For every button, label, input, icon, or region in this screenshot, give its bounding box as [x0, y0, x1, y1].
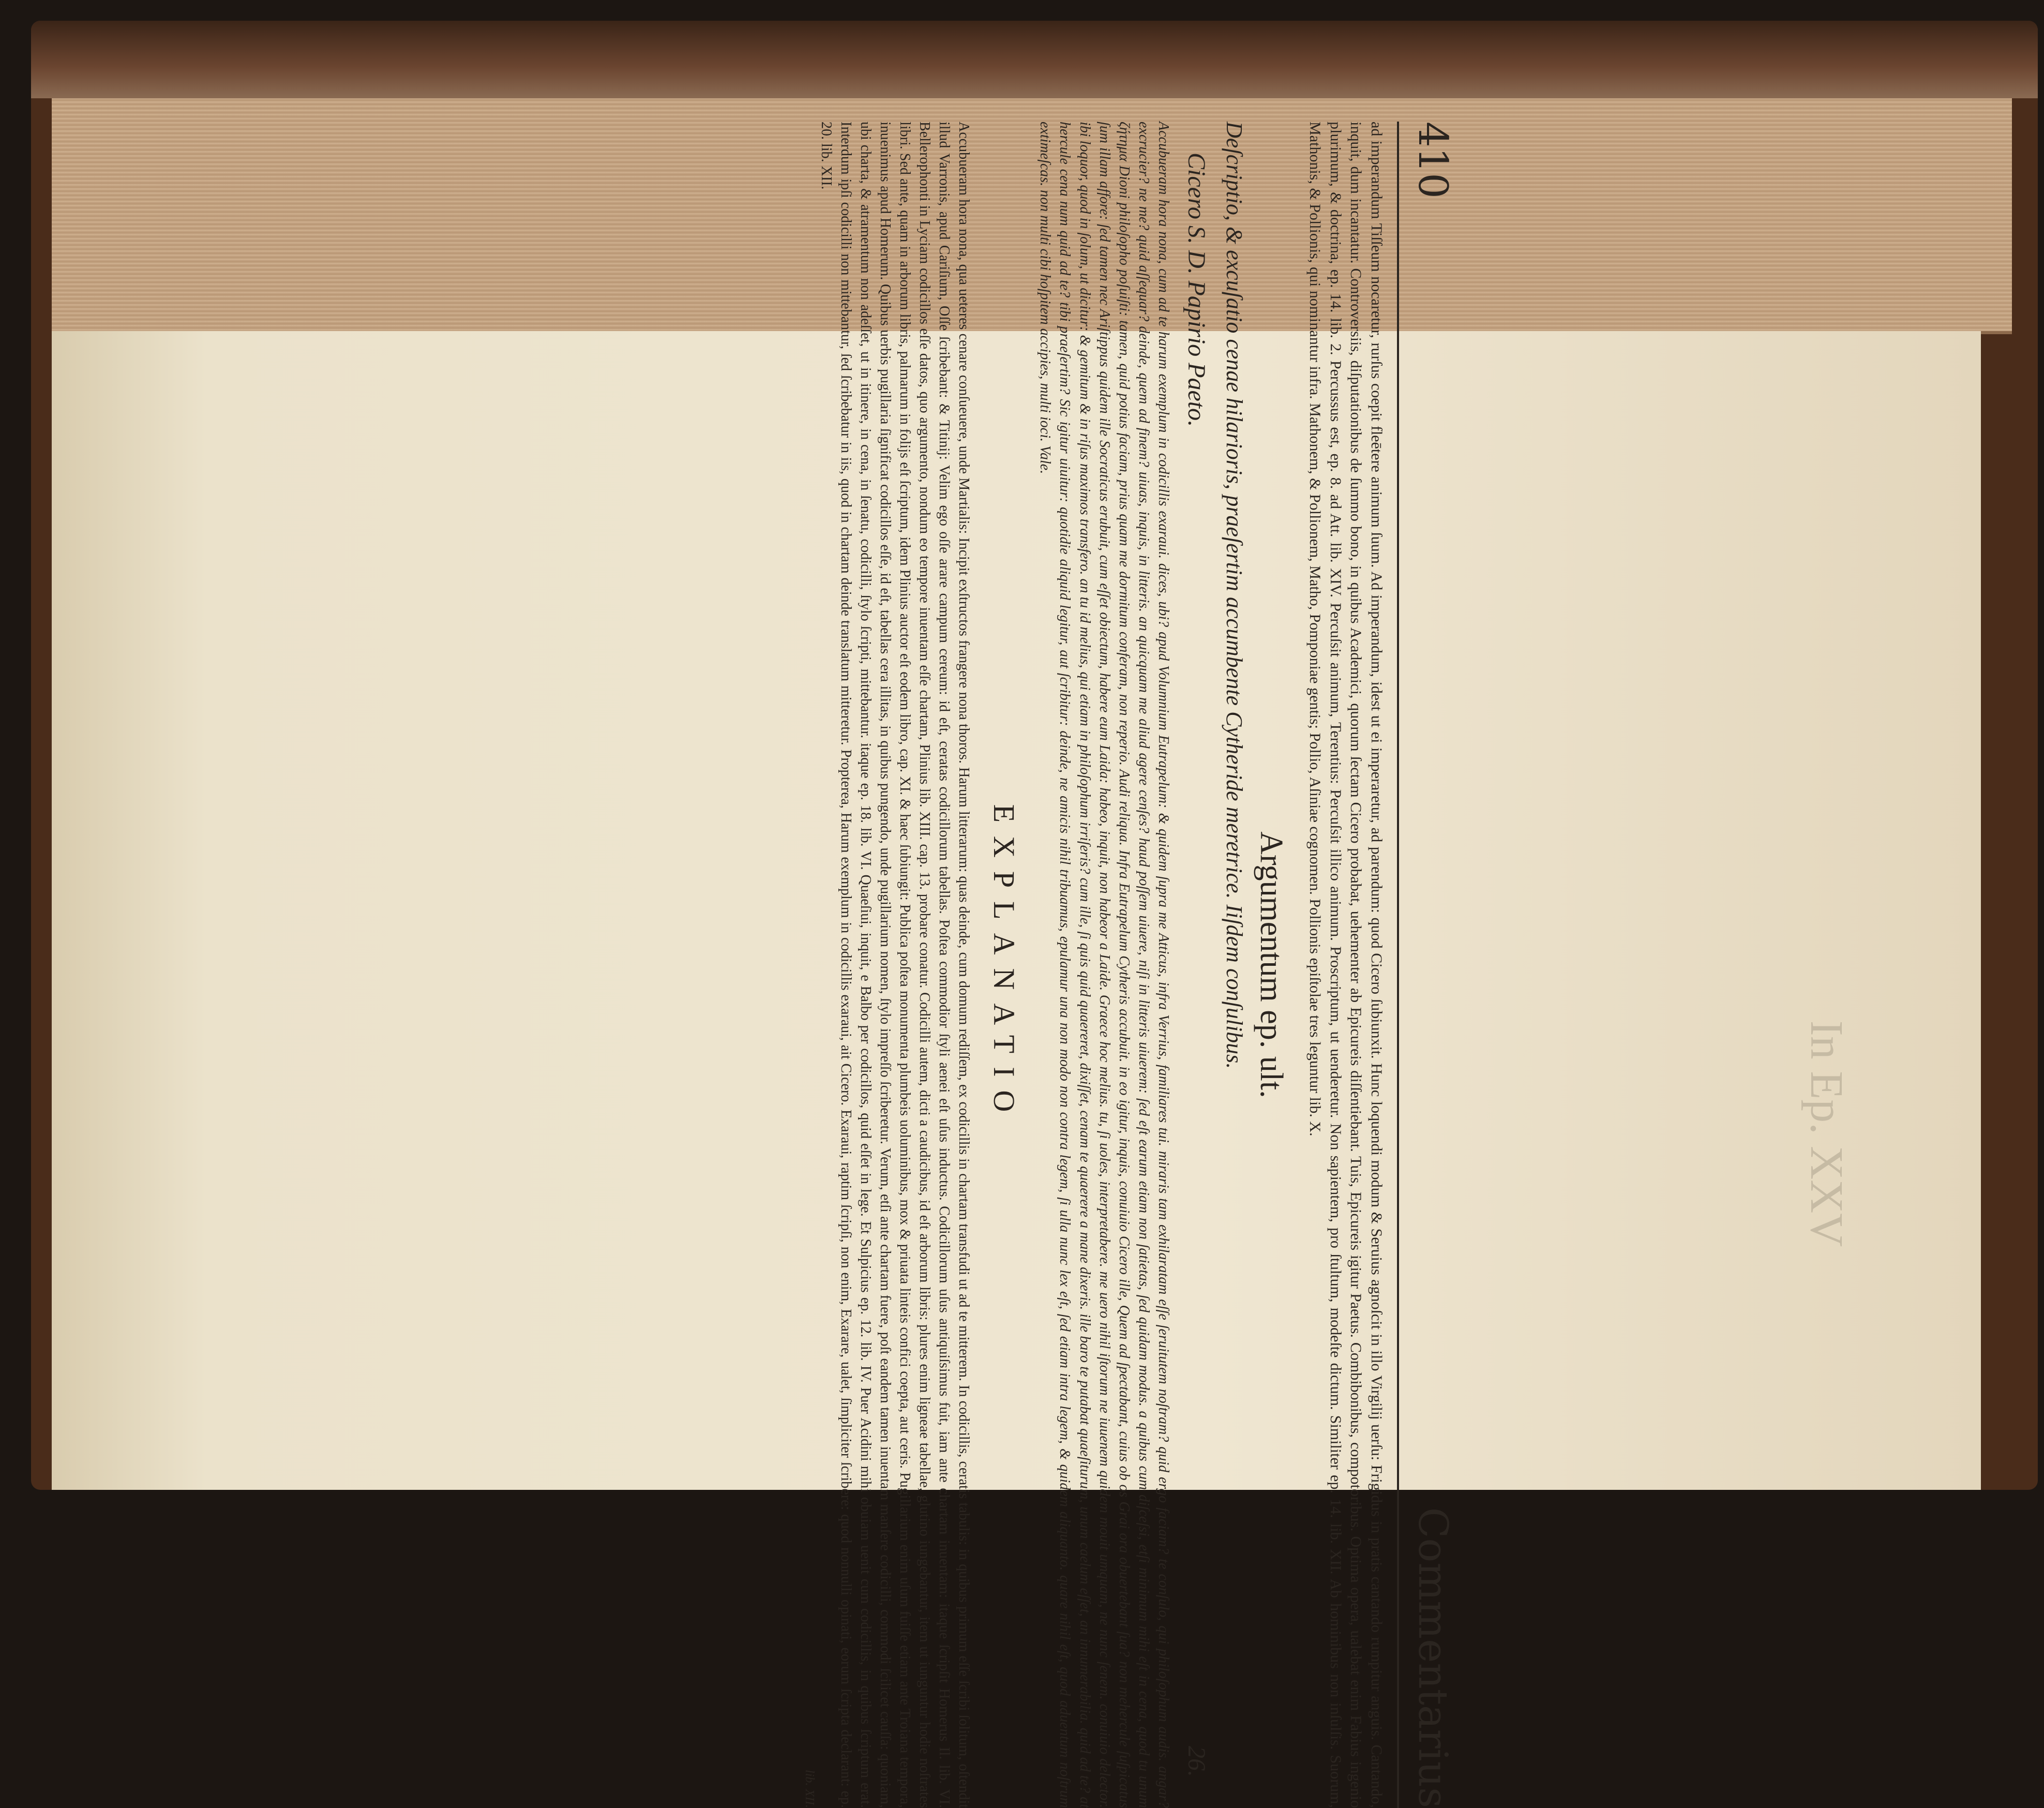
rotated-text-block — [623, 122, 1456, 1808]
page-header — [1409, 122, 1456, 1808]
explanation-heading: EXPLANATIO — [987, 804, 1021, 1126]
argument-title: Argumentum ep. ult. — [1253, 831, 1289, 1098]
commentary-text: ad imperandum Tiſſeum nocaretur, rurſus coepit fleētere animum ſuum. Ad imperandum, idest ut ei imperaretur, ad parendum: quod Cicero ſubiunxit. Hunc loquendi modum & Seruius agnoſcit in illo Virgilij uerſu: Frigidus in pratis cantando rumpitur anguis. Cantando, inquit, dum incantatur. Controversiis, diſputationibus de ſummo bono, in quibus Academici, quorum ſectam Cicero probabat, uehementer ab Epicureis diſſentiebant. Tuis, Epicureis igitur Paetus. Combibonibus, compotoribus. Optima opera, ualebat enim Fabius ingenio plurimum, & doctrina, ep. 14. lib. 2. Percussus est, ep. 8. ad Att. lib. XIV. Percuſsit animum, Terentius: Percuſsit illico animum. Proscriptum, ut uenderetur. Non sapientem, pro ſtultum, modeſte dictum. Similiter ep. 14. lib. XII. Ab hominibus non inſulſis. Suorum, Mathonis, & Pollionis, qui nominantur infra. Mathonem, & Pollionem, Matho, Pomponiae gentis; Pollio, Aſiniae cognomen. Pollionis epiſtolae tres leguntur lib. X. — [1306, 122, 1385, 1808]
header-rule — [1397, 122, 1399, 1808]
book-binding — [31, 21, 2038, 98]
letter-text: Accubueram hora nona, cum ad te harum exemplum in codicillis exaraui. dices, ubi? apud Volumnium Eutrapelum: & quidem ſupra me Atticus, infra Verrius, familiares tui. miraris tam exhilaratam eſſe ſeruitutem noſtram? quid ergo faciam? te conſulo, qui philoſophum audis. angar? excrucier? ne me? quid aſſequar? deinde, quem ad finem? uiuas, inquis, in litteris. an quicquam me aliud agere cenſes? haud poſſem uiuere, niſi in litteris uiuerem: ſed eſt earum etiam non ſatietas, ſed quidam modus. a quibus cum diſceſsi, etſi minimum mihi eſt in cena, quod tu unum ζήτημα Dioni philoſopho poſuiſti: tamen, quid potius faciam, prius quam me dormitum conferam, non reperio. Audi reliqua. Infra Eutrapelum Cytheris accubuit. in eo igitur, inquis, conuiuio Cicero ille, Quem ad ſpectabant, cuius ob os Grai ora obuertebant ſua? non mehercule ſuſpicatus ſum illam affore: ſed tamen nec Ariſtippus quidem ille Socraticus erubuit, cum eſſet obiectum, habere eum Laida: habeo, inquit, non habeor a Laide. Graece hoc melius. tu, ſi uoles, interpretabere. me uero nihil iſtorum ne iuuenem quidem mouit umquam, ne nunc ſenem. conuiuio delector. ibi loquor, quod in ſolum, ut dicitur: & gemitum & in riſus maximos transfero. an tu id melius, qui etiam in philoſophum irriſeris? cum ille, ſi quis quid quaereret, dixiſſet, cenam te quaerere a mane dixeris. ille baro te putabat quaeſiturum, unum caelum eſſet, an innumerabilia. quid ad te? at hercule cena num quid ad te? tibi praeſertim? Sic igitur uiuitur: quotidie aliquid legitur, aut ſcribitur: deinde, ne amicis nihil tribuamus, epulamur una non modo non contra legem, ſi ulla nunc lex eſt, ſed etiam intra legem, & quidem aliquanto. quare nihil eſt, quod aduentum noſtrum extimeſcas. non multi cibi hoſpitem accipies, multi ioci. Vale. — [1037, 122, 1171, 1808]
catchword: lib. XII. — [802, 1770, 816, 1808]
bleed-through-text: In Ep. XXV — [1800, 1020, 1852, 1247]
letter-salutation: Cicero S. D. Papirio Paeto. — [1182, 153, 1210, 427]
explanation-text: Accubueram hora nona, qua ueteres cenare conſueuere, unde Martialis: Incipit exſtructos frangere nona thoros. Harum litterarum: quas deinde, cum domum rediſſem, ex codicillis in chartam transfudi ut ad te mitterem. In codicillis, ceratis tabulis: in quibus primum eſſe ſcribi ſolitum, oſtendit illud Varronis, apud Cariſium, Oſſe ſcribebant: & Titinij: Velim ego oſſe arare campum cereum: id eſt, ceratas codicillorum tabellas. Poſtea commodior ſtyli aenei eſt uſus inductus. Codicillorum uſus antiquiſsimus fuit, iam ante chartam inuentam: itaque ſcripſit Homerus Il. lib. VI. Bellerophonti in Lyciam codicillos eſſe datos, quo argumento, nondum eo tempore inuentam eſſe chartam, Plinius lib. XIII. cap. 13. probare conatur. Codicilli autem, dicti a caudicibus, id eſt arborum libris: plures enim ligneae tabellae, glutino iungebantur, item ut iunguntur hodie noſtrates libri. Sed ante, quam in arborum libris, palmarum in folijs eſt ſcriptum, idem Plinius auctor eſt eodem libro, cap. XI. & haec ſubiungit: Publica poſtea monumenta plumbeis uoluminibus, mox & priuata linteis confici coepta, aut ceris. Pugillarium enim uſum fuiſſe etiam ante Troiana tempora, inuenimus apud Homerum. Quibus uerbis pugillaria ſignificat codicillos eſſe, id eſt, tabellas cera illitas, in quibus pungendo, unde pugillarium nomen, ſtylo impreſſo ſcriberetur. Verum, etſi ante chartam fuere, poſt eandem tamen inuentam manſere codicilli, commodi ſcilicet cauſſa: quoniam, ubi charta, & atramentum non adeſſet, ut in itinere, in cena, in ſenatu, codicilli, ſtylo ſcripti, mittebantur. itaque ep. 18. lib. VI. Quaeſiui, inquit, e Balbo per codicillos, quid eſſet in lege. Et Sulpicius ep. 12. lib. IV. Puer Acidini mihi obuiam uenit cum codicillis, in quibus ſcriptum erat. Interdum ipſi codicilli non mittebantur, ſed ſcribebatur in iis, quod in chartam deinde translatum mitteretur. Propterea, Harum exemplum in codicillis exaraui, ait Cicero. Exaraui, raptim ſcripſi, non enim, Exarare, ualet, ſimpliciter ſcribere: quod nonnulli opinati, eorum ſcripta declarant: ep. 20. lib. XII. — [818, 122, 972, 1808]
argument-description: Deſcriptio, & excuſatio cenae hilarioris, praeſertim accumbente Cytheride meretrice. Iiſdem conſulibus. — [1221, 122, 1247, 1069]
letter-heading — [1182, 153, 1211, 1777]
letter-number: 26. — [1182, 1746, 1210, 1777]
page-number: 410 — [1409, 122, 1456, 199]
running-title: Commentarius — [1409, 1507, 1456, 1808]
